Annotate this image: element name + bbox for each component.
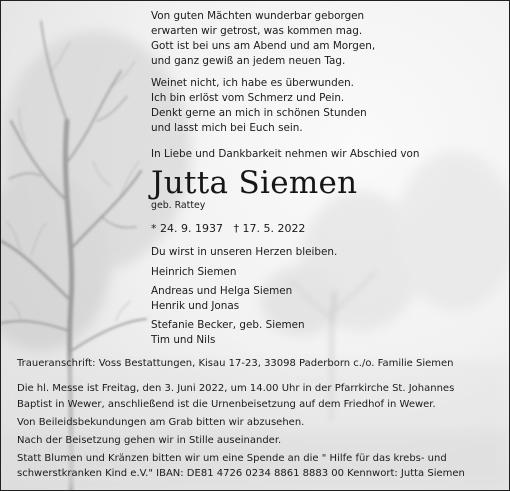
mass-info: Die hl. Messe ist Freitag, den 3. Juni 2022, um 14.00 Uhr in der Pfarrkirche St. Johannes	[17, 383, 455, 394]
mourner-name: Tim und Nils	[151, 334, 216, 346]
burial-note: Nach der Beisetzung gehen wir in Stille auseinander.	[17, 435, 282, 446]
donation-info: schwerstkranken Kind e.V." IBAN: DE81 4726 0234 8861 8883 00 Kennwort: Jutta Siemen	[17, 468, 465, 479]
poem-line: Von guten Mächten wunderbar geborgen	[151, 10, 365, 22]
poem-line: erwarten wir getrost, was kommen mag.	[151, 25, 363, 37]
mass-info: Baptist in Wewer, anschließend ist die Urnenbeisetzung auf dem Friedhof in Wewer.	[17, 399, 436, 410]
condolence-note: Von Beileidsbekundungen am Grab bitten wir abzusehen.	[17, 417, 305, 428]
poem-line: Ich bin erlöst vom Schmerz und Pein.	[151, 92, 345, 104]
farewell-intro: In Liebe und Dankbarkeit nehmen wir Abschied von	[151, 148, 420, 160]
mourning-address: Traueranschrift: Voss Bestattungen, Kisau 17-23, 33098 Paderborn c./o. Familie Siemen	[17, 358, 454, 369]
deceased-name: Jutta Siemen	[151, 165, 358, 201]
mourner-name: Henrik und Jonas	[151, 300, 240, 312]
mourner-name: Heinrich Siemen	[151, 266, 237, 278]
poem-line: Gott ist bei uns am Abend und am Morgen,	[151, 40, 376, 52]
life-dates: * 24. 9. 1937 † 17. 5. 2022	[151, 222, 306, 235]
poem-line: Weinet nicht, ich habe es überwunden.	[151, 77, 354, 89]
mourner-name: Stefanie Becker, geb. Siemen	[151, 319, 305, 331]
closing-line: Du wirst in unseren Herzen bleiben.	[151, 246, 338, 258]
donation-info: Statt Blumen und Kränzen bitten wir um eine Spende an die " Hilfe für das krebs- und	[17, 453, 447, 464]
birth-name: geb. Rattey	[151, 200, 206, 211]
poem-line: und ganz gewiß an jedem neuen Tag.	[151, 55, 346, 67]
poem-line: und lasst mich bei Euch sein.	[151, 122, 303, 134]
mourner-name: Andreas und Helga Siemen	[151, 285, 293, 297]
poem-line: Denkt gerne an mich in schönen Stunden	[151, 107, 367, 119]
